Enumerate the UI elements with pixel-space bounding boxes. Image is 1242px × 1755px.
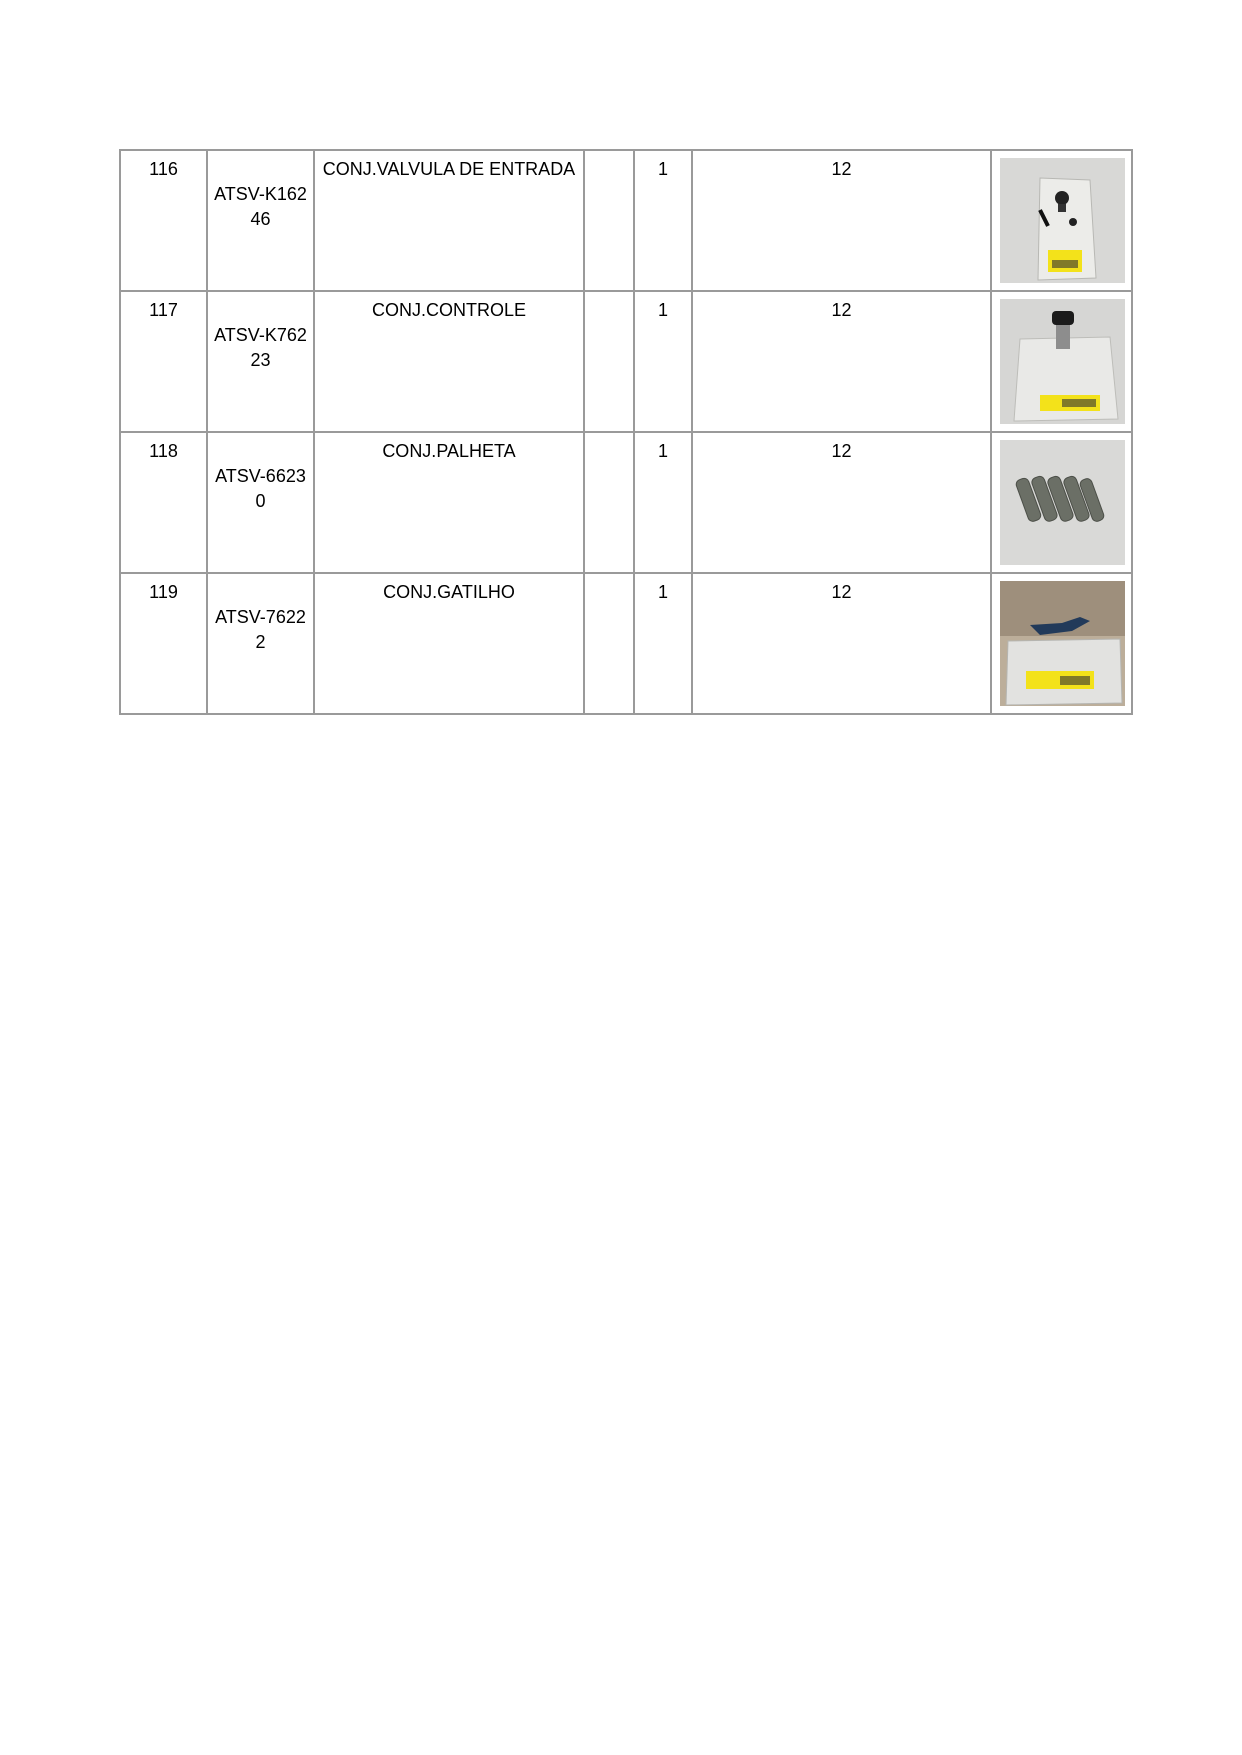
table-row <box>120 573 1132 714</box>
parts-table <box>119 149 1133 715</box>
part-photo-cell <box>991 432 1132 573</box>
item-number: 117 <box>120 291 207 432</box>
part-description: CONJ.CONTROLE <box>314 291 584 432</box>
count-value: 12 <box>692 432 991 573</box>
part-code: ATSV-K762 23 <box>207 291 314 432</box>
empty-cell <box>584 432 634 573</box>
part-code: ATSV-6623 0 <box>207 432 314 573</box>
empty-cell <box>584 573 634 714</box>
empty-cell <box>584 150 634 291</box>
quantity: 1 <box>634 573 692 714</box>
vanes-photo <box>1000 440 1125 565</box>
part-code: ATSV-7622 2 <box>207 573 314 714</box>
part-description: CONJ.PALHETA <box>314 432 584 573</box>
valve-parts-bag-photo <box>1000 158 1125 283</box>
part-photo-cell <box>991 573 1132 714</box>
table-row <box>120 291 1132 432</box>
count-value: 12 <box>692 573 991 714</box>
part-description: CONJ.GATILHO <box>314 573 584 714</box>
table-row <box>120 432 1132 573</box>
part-description: CONJ.VALVULA DE ENTRADA <box>314 150 584 291</box>
quantity: 1 <box>634 432 692 573</box>
quantity: 1 <box>634 291 692 432</box>
control-knob-bag-photo <box>1000 299 1125 424</box>
empty-cell <box>584 291 634 432</box>
part-photo-cell <box>991 150 1132 291</box>
trigger-bag-photo <box>1000 581 1125 706</box>
table-row <box>120 150 1132 291</box>
item-number: 118 <box>120 432 207 573</box>
item-number: 119 <box>120 573 207 714</box>
item-number: 116 <box>120 150 207 291</box>
count-value: 12 <box>692 150 991 291</box>
part-photo-cell <box>991 291 1132 432</box>
quantity: 1 <box>634 150 692 291</box>
count-value: 12 <box>692 291 991 432</box>
part-code: ATSV-K162 46 <box>207 150 314 291</box>
